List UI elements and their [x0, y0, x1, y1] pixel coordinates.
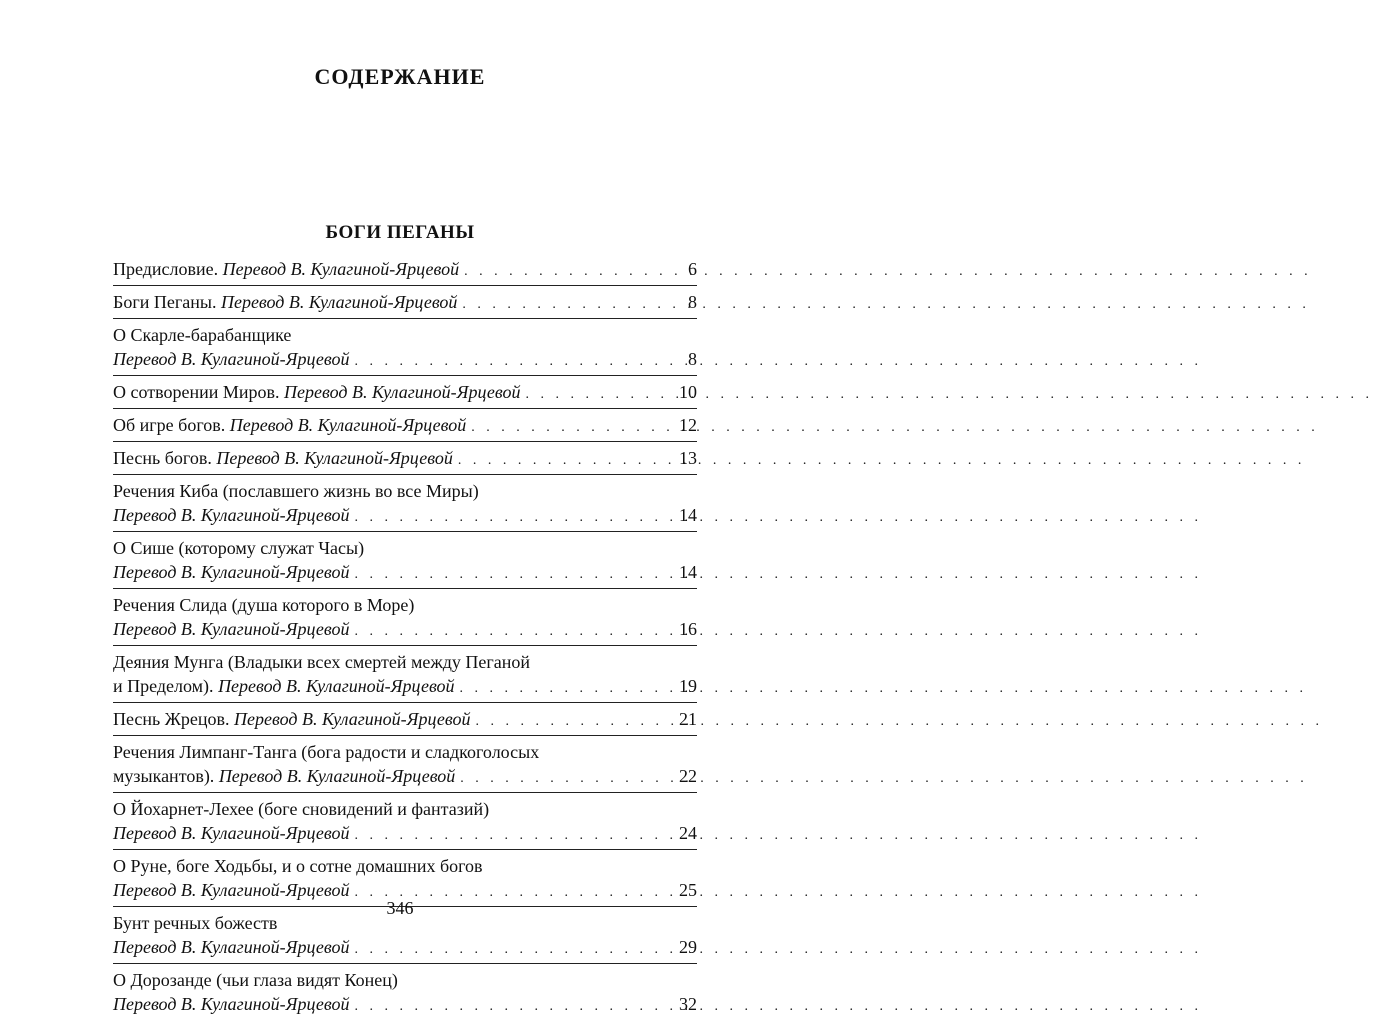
- toc-entry-dorozhand[interactable]: [113, 964, 697, 1020]
- leader-dots: [349, 350, 675, 374]
- leader-dots: [453, 449, 675, 473]
- leader-dots: [455, 677, 675, 701]
- toc-entry-translator: Перевод В. Кулагиной-Ярцевой: [113, 505, 350, 525]
- toc-entry-translator: Перевод В. Кулагиной-Ярцевой: [113, 994, 350, 1014]
- toc-entry-sayings-of-limpang-tung[interactable]: [113, 736, 697, 793]
- toc-entry-game-of-gods[interactable]: [113, 409, 697, 442]
- toc-entry-yoharneth-lahai[interactable]: [113, 793, 697, 850]
- toc-entry-chant-of-priests[interactable]: [113, 703, 697, 736]
- toc-entry-translator: Перевод В. Кулагиной-Ярцевой: [113, 562, 350, 582]
- toc-entry-title: Боги Пеганы.: [113, 292, 217, 312]
- leader-dots: [349, 938, 675, 962]
- toc-entry-page: 10: [679, 382, 697, 402]
- toc-entry-title: Речения Слида (душа которого в Море): [113, 595, 415, 615]
- toc-entry-title: О Скарле-барабанщике: [113, 325, 292, 345]
- toc-entry-translator: Перевод В. Кулагиной-Ярцевой: [113, 880, 350, 900]
- toc-entry-translator: Перевод В. Кулагиной-Ярцевой: [284, 382, 521, 402]
- toc-entry-translator: Перевод В. Кулагиной-Ярцевой: [113, 349, 350, 369]
- toc-entry-page: 8: [688, 349, 697, 369]
- toc-entry-page: 6: [688, 259, 697, 279]
- toc-entry-title: Предисловие.: [113, 259, 219, 279]
- page-title: СОДЕРЖАНИЕ: [314, 64, 486, 89]
- toc-entry-title: Речения Киба (пославшего жизнь во все Миры): [113, 481, 479, 501]
- toc-entry-translator: Перевод В. Кулагиной-Ярцевой: [218, 676, 455, 696]
- toc-entry-title: Песнь Жрецов.: [113, 709, 230, 729]
- toc-entry-preface[interactable]: [113, 253, 697, 286]
- toc-entry-translator: Перевод В. Кулагиной-Ярцевой: [113, 619, 350, 639]
- toc-entry-title: Песнь богов.: [113, 448, 212, 468]
- leader-dots: [455, 767, 675, 791]
- toc-entry-translator: Перевод В. Кулагиной-Ярцевой: [222, 259, 460, 279]
- toc-entry-sayings-of-slid[interactable]: [113, 589, 697, 646]
- toc-entry-gods-of-pegana[interactable]: [113, 286, 697, 319]
- toc-entry-title: Деяния Мунга (Владыки всех смертей между Пеганой: [113, 652, 531, 672]
- toc-entry-page: 25: [679, 880, 697, 900]
- toc-entry-page: 14: [679, 562, 697, 582]
- toc-entry-chant-of-gods[interactable]: [113, 442, 697, 475]
- toc-entry-translator: Перевод В. Кулагиной-Ярцевой: [234, 709, 471, 729]
- toc-entry-page: 14: [679, 505, 697, 525]
- leader-dots: [349, 824, 675, 848]
- section-title: БОГИ ПЕГАНЫ: [325, 222, 475, 243]
- toc-entry-page: 24: [679, 823, 697, 843]
- leader-dots: [457, 293, 675, 317]
- toc-entry-translator: Перевод В. Кулагиной-Ярцевой: [229, 415, 467, 435]
- page-number: 346: [386, 898, 414, 918]
- toc-entry-making-of-worlds[interactable]: [113, 376, 697, 409]
- toc-entry-page: 8: [688, 292, 697, 312]
- toc-entry-title: Речения Лимпанг-Танга (бога радости и сладкоголосых: [113, 742, 540, 762]
- leader-dots: [466, 416, 675, 440]
- leader-dots: [471, 710, 676, 734]
- toc-entry-title: О Дорозанде (чьи глаза видят Конец): [113, 970, 398, 990]
- toc-entry-title: О Руне, боге Ходьбы, и о сотне домашних богов: [113, 856, 483, 876]
- toc-entry-translator: Перевод В. Кулагиной-Ярцевой: [113, 823, 350, 843]
- leader-dots: [349, 506, 675, 530]
- leader-dots: [349, 620, 675, 644]
- leader-dots: [521, 383, 676, 407]
- toc-entry-page: 21: [679, 709, 697, 729]
- toc-entry-page: 16: [679, 619, 697, 639]
- toc-entry-title: О Йохарнет-Лехее (боге сновидений и фантазий): [113, 799, 490, 819]
- toc-entry-page: 32: [679, 994, 697, 1014]
- toc-entry-page: 22: [679, 766, 697, 786]
- toc-entry-translator: Перевод В. Кулагиной-Ярцевой: [218, 766, 456, 786]
- toc-entry-title: Бунт речных божеств: [113, 913, 278, 933]
- toc-entry-title-continued: и Пределом).: [113, 676, 214, 696]
- toc-entry-skarl[interactable]: [113, 319, 697, 376]
- toc-entry-sish[interactable]: [113, 532, 697, 589]
- toc-entry-translator: Перевод В. Кулагиной-Ярцевой: [113, 937, 350, 957]
- toc-entry-deeds-of-mung[interactable]: [113, 646, 697, 703]
- toc-entry-title-continued: музыкантов).: [113, 766, 215, 786]
- leader-dots: [459, 260, 675, 284]
- leader-dots: [349, 563, 675, 587]
- toc-entry-title: Об игре богов.: [113, 415, 226, 435]
- toc-entry-page: 13: [679, 448, 697, 468]
- toc-entry-title: О Сише (которому служат Часы): [113, 538, 365, 558]
- toc-entry-page: 12: [679, 415, 697, 435]
- toc-entry-page: 29: [679, 937, 697, 957]
- toc-entry-page: 19: [679, 676, 697, 696]
- leader-dots: [349, 995, 675, 1019]
- toc-entry-translator: Перевод В. Кулагиной-Ярцевой: [216, 448, 453, 468]
- toc-entry-sayings-of-kib[interactable]: [113, 475, 697, 532]
- toc-entry-title: О сотворении Миров.: [113, 382, 280, 402]
- toc-entry-translator: Перевод В. Кулагиной-Ярцевой: [220, 292, 458, 312]
